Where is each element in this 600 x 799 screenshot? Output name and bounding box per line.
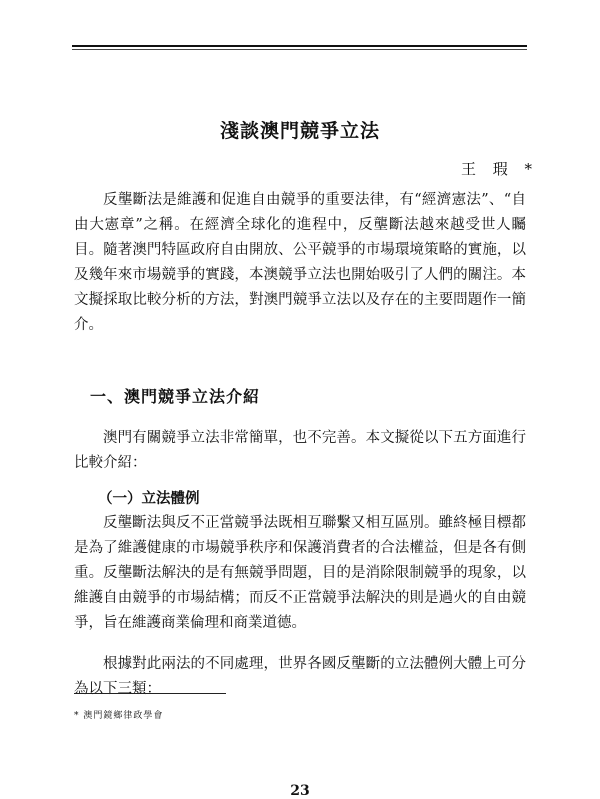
- body-paragraph-2: 根據對此兩法的不同處理，世界各國反壟斷的立法體例大體上可分為以下三類：: [74, 656, 526, 697]
- header-rule: [72, 45, 527, 47]
- abstract-paragraph: 反壟斷法是維護和促進自由競爭的重要法律，有“經濟憲法”、“自由大憲章”之稱。在經濟全球化的進程中，反壟斷法越來越受世人矚目。隨著澳門特區政府自由開放、公平競爭的市場環境策略的實施，以及幾年來市場競爭的實踐，本澳競爭立法也開始吸引了人們的關注。本文擬採取比較分析的方法，對澳門競爭立法以及存在的主要問題作一簡介。: [74, 192, 526, 333]
- body-paragraph: 反壟斷法與反不正當競爭法既相互聯繫又相互區別。雖終極目標都是為了維護健康的市場競爭秩序和保護消費者的合法權益，但是各有側重。反壟斷法解決的是有無競爭問題，目的是消除限制競爭的現象，以維護自由競爭的市場結構；而反不正當競爭法解決的則是過火的自由競爭，旨在維護商業倫理和商業道德。: [74, 515, 526, 631]
- footnote: * 澳門鏡鄉律政學會: [74, 711, 164, 721]
- subsection-heading: （一）立法體例: [98, 490, 200, 507]
- page-number: 23: [290, 783, 310, 799]
- footnote-rule: [74, 693, 226, 694]
- author-name: 王 瑕 *: [460, 160, 538, 178]
- header-rule-secondary: [72, 49, 527, 50]
- article-title: 淺談澳門競爭立法: [219, 120, 380, 142]
- section-intro-paragraph: 澳門有關競爭立法非常簡單，也不完善。本文擬從以下五方面進行比較介紹：: [74, 430, 526, 471]
- section-heading: 一、澳門競爭立法介紹: [90, 387, 261, 406]
